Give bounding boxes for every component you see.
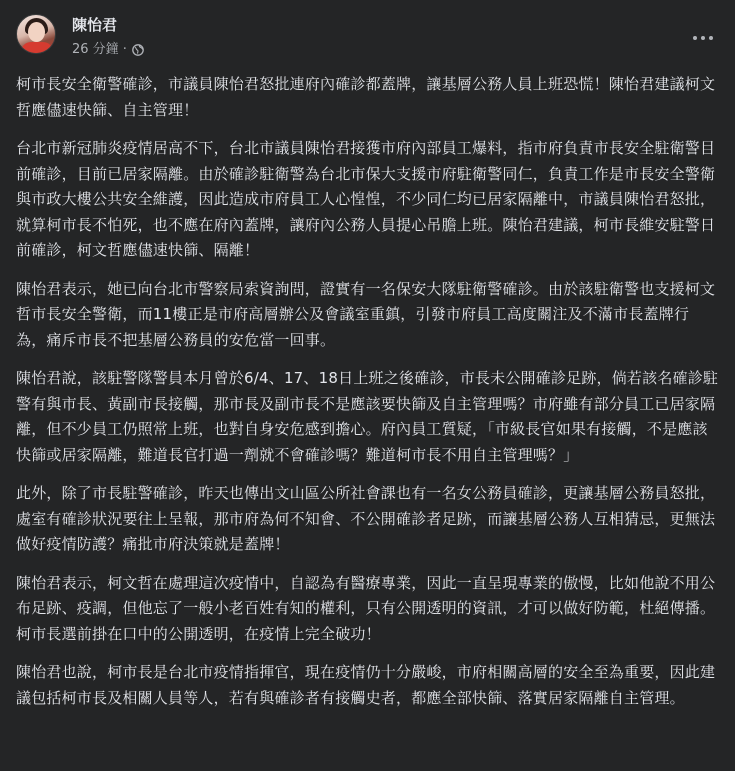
post-timestamp[interactable]: 26 分鐘 [72,42,119,57]
post-header [0,0,735,72]
post-paragraph: 陳怡君表示，她已向台北市警察局索資詢問，證實有一名保安大隊駐衛警確診。由於該駐衛警也支援柯文哲市長安全警衛，而11樓正是市府高層辦公及會議室重鎮，引發市府員工高度關注及不滿市長蓋牌行為，痛斥市長不把基層公務員的安危當一回事。 [16,279,716,349]
post-paragraph: 陳怡君也說，柯市長是台北市疫情指揮官，現在疫情仍十分嚴峻，市府相關高層的安全至為重要，因此建議包括柯市長及相關人員等人，若有與確診者有接觸史者，都應全部快篩、落實居家隔離自主管理。 [16,663,716,707]
post-paragraph: 柯市長安全衛警確診，市議員陳怡君怒批連府內確診都蓋牌，讓基層公務人員上班恐慌！陳怡君建議柯文哲應儘速快篩、自主管理！ [16,75,716,119]
avatar[interactable] [16,14,56,54]
meta-separator: · [122,42,127,57]
avatar-face [28,22,45,42]
more-options-icon[interactable] [685,26,721,50]
post-paragraph: 陳怡君表示，柯文哲在處理這次疫情中，自認為有醫療專業，因此一直呈現專業的傲慢，比如他說不用公布足跡、疫調，但他忘了一般小老百姓有知的權利，只有公開透明的資訊，才可以做好防範，杜絕傳播。柯市長選前掛在口中的公開透明，在疫情上完全破功！ [16,573,716,643]
post-paragraph: 台北市新冠肺炎疫情居高不下，台北市議員陳怡君接獲市府內部員工爆料，指市府負責市長安全駐衛警目前確診，目前已居家隔離。由於確診駐衛警為台北市保大支援市府駐衛警同仁，負責工作是市長安全警衛與市政大樓公共安全維護，因此造成市府員工人心惶惶，不少同仁均已居家隔離中，市議員陳怡君怒批，就算柯市長不怕死，也不應在府內蓋牌，讓府內公務人員提心吊膽上班。陳怡君建議，柯市長維安駐警日前確診，柯文哲應儘速快篩、隔離！ [16,139,716,259]
post-paragraph: 此外，除了市長駐警確診，昨天也傳出文山區公所社會課也有一名女公務員確診，更讓基層公務員怒批，處室有確診狀況要往上呈報，那市府為何不知會、不公開確診者足跡，而讓基層公務人互相猜忌，更無法做好疫情防護？痛批市府決策就是蓋牌！ [16,484,716,553]
post-body [0,72,735,711]
post-meta [72,42,144,58]
globe-icon[interactable] [132,44,144,56]
post-paragraph: 陳怡君說，該駐警隊警員本月曾於6/4、17、18日上班之後確診，市長未公開確診足跡，倘若該名確診駐警有與市長、黃副市長接觸，那市長及副市長不是應該要快篩及自主管理嗎？市府雖有部分員工已居家隔離，但不少員工仍照常上班，也對自身安危感到擔心。府內員工質疑，「市級長官如果有接觸，不是應該快篩或居家隔離，難道長官打過一劑就不會確診嗎？難道柯市長不用自主管理嗎？」 [16,369,719,464]
author-name[interactable]: 陳怡君 [72,16,118,34]
avatar-shirt [21,42,53,54]
